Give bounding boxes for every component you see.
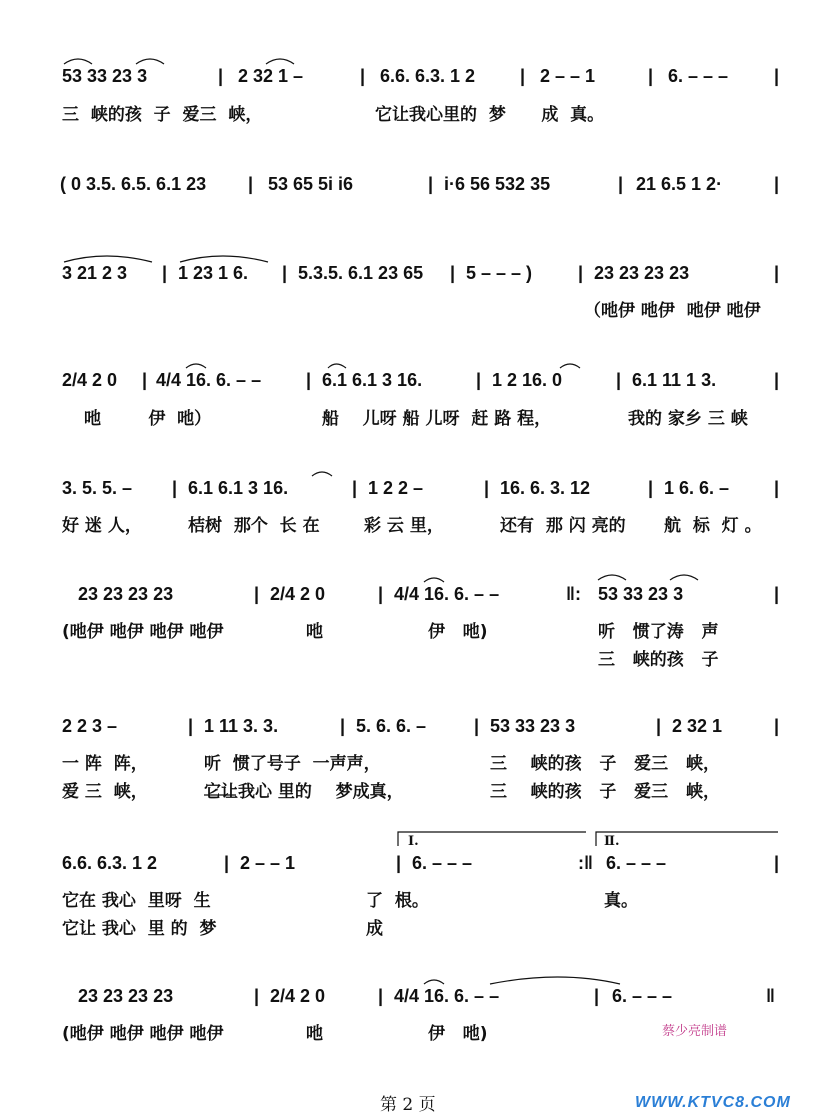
lyric-text: 航 标 灯 。 [664, 516, 762, 536]
measure: 53 33 23 3 [62, 66, 148, 86]
measure: 6. – – – [412, 853, 473, 873]
slur [136, 59, 164, 64]
barline: | [172, 478, 178, 498]
barline: | [774, 478, 780, 498]
lyric-text: 它让我心里的 梦 成 真。 [375, 105, 605, 125]
barline: | [450, 263, 456, 283]
measure: 4/4 16. 6. – – [394, 584, 500, 604]
system-1-lyric-1 [0, 100, 840, 126]
measure: 6. – – – [606, 853, 667, 873]
measure: 2 2 3 – [62, 716, 118, 736]
measure: 23 23 23 23 [78, 584, 174, 604]
lyric-text: 伊 吔) [428, 622, 488, 642]
barline: | [774, 174, 780, 194]
barline: | [774, 370, 780, 390]
system-2-notes [0, 174, 840, 204]
lyric-text: 吔 伊 吔） [84, 409, 212, 429]
measure: 21 6.5 1 2· [636, 174, 723, 194]
lyric-text: 它让我心 里的 梦成真， [204, 782, 404, 802]
barline: | [162, 263, 168, 283]
measure: 2/4 2 0 [62, 370, 118, 390]
system-7-lyric-1 [0, 749, 840, 775]
slur [560, 364, 580, 368]
barline: | [484, 478, 490, 498]
site-watermark: WWW.KTVC8.COM [635, 1094, 791, 1111]
slur [312, 472, 332, 476]
measure: 4/4 16. 6. – – [394, 986, 500, 1006]
volta-1-label: Ⅰ. [408, 834, 419, 849]
lyric-text: 还有 那 闪 亮的 [500, 516, 626, 536]
slur [598, 575, 626, 580]
system-8-lyric-2 [0, 914, 840, 940]
barline: | [352, 478, 358, 498]
barline: | [774, 263, 780, 283]
lyric-text: 了 根。 [366, 891, 429, 911]
measure: 1 2 16. 0 [492, 370, 563, 390]
measure: 53 65 5i i6 [268, 174, 354, 194]
slur [64, 256, 152, 262]
measure: 6.1 6.1 3 16. [322, 370, 423, 390]
lyric-text: 听 惯了涛 声 [598, 622, 719, 642]
barline: | [774, 853, 780, 873]
barline: | [594, 986, 600, 1006]
measure: 2/4 2 0 [270, 584, 326, 604]
barline: | [648, 66, 654, 86]
system-6-lyric-2 [0, 645, 840, 671]
measure: 1 2 2 – [368, 478, 424, 498]
system-4-notes [0, 370, 840, 400]
measure: 1 11 3. 3. [204, 716, 279, 736]
system-7-lyric-2 [0, 777, 840, 803]
barline: | [616, 370, 622, 390]
lyric-text: 伊 吔) [428, 1024, 488, 1044]
barline: | [360, 66, 366, 86]
barline: | [142, 370, 148, 390]
lyric-text: 桔树 那个 长 在 [188, 516, 320, 536]
measure: i·6 56 532 35 [444, 174, 551, 194]
measure: 53 33 23 3 [598, 584, 684, 604]
measure: 2/4 2 0 [270, 986, 326, 1006]
barline: | [474, 716, 480, 736]
barline: | [396, 853, 402, 873]
lyric-text: (吔伊 吔伊 吔伊 吔伊 [62, 622, 224, 642]
final-barline: ‖ [766, 986, 775, 1006]
system-1-notes [0, 66, 840, 96]
barline: | [428, 174, 434, 194]
measure: 5.3.5. 6.1 23 65 [298, 263, 424, 283]
transcriber-credit: 蔡少亮制谱 [662, 1024, 728, 1039]
barline: | [218, 66, 224, 86]
lyric-text: 三 峡的孩 子 爱三 峡， [490, 754, 720, 774]
barline: | [378, 584, 384, 604]
measure: 3. 5. 5. – [62, 478, 133, 498]
page-number: 第 2 页 [380, 1095, 436, 1115]
lyric-text: (吔伊 吔伊 吔伊 吔伊 [62, 1024, 224, 1044]
slur [180, 256, 268, 262]
lyric-text: 吔 [306, 622, 323, 642]
system-8-notes [0, 853, 840, 883]
barline: | [340, 716, 346, 736]
volta-2-label: Ⅱ. [604, 834, 620, 849]
slur [266, 59, 294, 64]
measure: 6. – – – [612, 986, 673, 1006]
lyric-text: 彩 云 里， [364, 516, 444, 536]
lyric-text: 听 惯了号子 一声声， [204, 754, 381, 774]
measure: 6.6. 6.3. 1 2 [62, 853, 158, 873]
measure: 23 23 23 23 [594, 263, 690, 283]
measure: 16. 6. 3. 12 [500, 478, 591, 498]
measure: 5. 6. 6. – [356, 716, 427, 736]
slur [424, 578, 444, 582]
tie [490, 977, 620, 984]
lyric-text: 三 峡的孩 子 [598, 650, 719, 670]
slur [670, 575, 698, 580]
barline: | [578, 263, 584, 283]
measure: 6. – – – [668, 66, 729, 86]
measure: 2 32 1 – [238, 66, 304, 86]
barline: | [378, 986, 384, 1006]
barline: | [656, 716, 662, 736]
system-7-notes [0, 716, 840, 746]
repeat-end: :‖ [578, 853, 593, 873]
slur [424, 980, 444, 984]
measure: 53 33 23 3 [490, 716, 576, 736]
lyric-text: 它在 我心 里呀 生 [62, 891, 211, 911]
measure: 6.6. 6.3. 1 2 [380, 66, 476, 86]
barline: | [618, 174, 624, 194]
repeat-start: ‖: [566, 584, 581, 604]
system-5-notes [0, 478, 840, 508]
lyric-text: 一 阵 阵， [62, 754, 148, 774]
lyric-text: 它让 我心 里 的 梦 [62, 919, 217, 939]
slur [64, 59, 92, 64]
barline: | [774, 584, 780, 604]
system-6-notes [0, 584, 840, 614]
lyric-text: （吔伊 吔伊 吔伊 吔伊 [584, 301, 761, 321]
lyric-text: 真。 [604, 891, 638, 911]
lyric-text: 吔 [306, 1024, 323, 1044]
barline: | [648, 478, 654, 498]
lyric-text: 成 [366, 919, 383, 939]
measure: 6.1 11 1 3. [632, 370, 717, 390]
measure: 2 32 1 [672, 716, 723, 736]
barline: | [282, 263, 288, 283]
system-6-lyric-1 [0, 617, 840, 643]
measure: ( 0 3.5. 6.5. 6.1 23 [60, 174, 207, 194]
barline: | [254, 986, 260, 1006]
measure: 3 21 2 3 [62, 263, 128, 283]
measure: 6.1 6.1 3 16. [188, 478, 289, 498]
slur [186, 364, 206, 368]
slur [328, 364, 346, 368]
system-3-notes [0, 263, 840, 293]
barline: | [248, 174, 254, 194]
system-4-lyric-1 [0, 404, 840, 430]
measure: 2 – – 1 [240, 853, 296, 873]
measure: 23 23 23 23 [78, 986, 174, 1006]
barline: | [476, 370, 482, 390]
barline: | [188, 716, 194, 736]
lyric-text: 船 儿呀 船 儿呀 赶 路 程， [322, 409, 552, 429]
measure: 2 – – 1 [540, 66, 596, 86]
lyric-text: 爱 三 峡， [62, 782, 148, 802]
system-9-notes [0, 986, 840, 1016]
system-3-lyric-1 [0, 296, 840, 322]
barline: | [520, 66, 526, 86]
system-5-lyric-1 [0, 511, 840, 537]
barline: | [306, 370, 312, 390]
lyric-text: 三 峡的孩 子 爱三 峡， [490, 782, 720, 802]
measure: 1 23 1 6. [178, 263, 249, 283]
barline: | [254, 584, 260, 604]
lyric-text: 我的 家乡 三 峡 [628, 409, 748, 429]
lyric-text: 三 峡的孩 子 爱三 峡， [62, 105, 263, 125]
barline: | [774, 716, 780, 736]
measure: 4/4 16. 6. – – [156, 370, 262, 390]
lyric-text: 好 迷 人， [62, 516, 142, 536]
measure: 1 6. 6. – [664, 478, 730, 498]
barline: | [774, 66, 780, 86]
system-8-lyric-1 [0, 886, 840, 912]
barline: | [224, 853, 230, 873]
measure: 5 – – – ) [466, 263, 533, 283]
